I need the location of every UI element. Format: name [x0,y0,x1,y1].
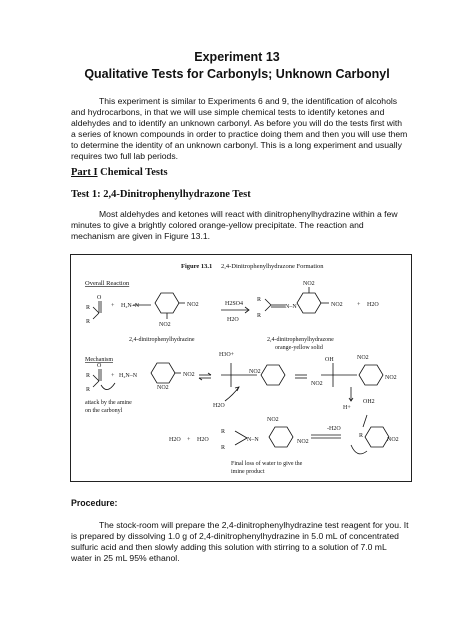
bottom-r1: R [221,429,226,435]
mech-oh2: OH2 [363,399,375,405]
intro-paragraph: This experiment is similar to Experiments 6 and 9, the identification of alcohols and hydrocarbons, in that we will use simple chemical tests to identify ketones and aldehydes and to identify an unknown carbonyl. As before you will do the tests first with a series of known compounds in order to practice doing them and then you will use them to determine the identity of an unknown carbonyl. This is a long experiment and usually requires two full lab periods. [71,96,408,162]
mech-r1: R [86,373,91,379]
figure-13-1 [70,254,412,482]
bottom-h2o: H2O [169,437,181,443]
bottom-no2-para: NO2 [297,439,309,445]
mech-no2-para: NO2 [183,372,195,378]
figure-caption-text: 2,4-Dinitrophenylhydrazone Formation [221,263,324,270]
product-h2o: H2O [367,302,379,308]
overall-label: Overall Reaction [85,280,130,287]
mech-h3o: H3O+ [219,352,235,358]
dnph-label: 2,4-dinitrophenylhydrazine [129,337,195,343]
procedure-heading: Procedure: [71,498,118,508]
final-note-2: imine product [231,469,265,475]
figure-caption-num: Figure 13.1 [181,263,213,270]
mech-int-no2-ortho: NO2 [249,369,261,375]
mech-no2-ortho: NO2 [157,385,169,391]
attack-note-1: attack by the amine [85,400,132,406]
bottom-r-right: R [359,433,364,439]
product-label-2: orange-yellow solid [275,345,323,351]
bottom-no2-right: NO2 [387,437,399,443]
product-label-1: 2,4-dinitrophenylhydrazone [267,337,334,343]
mech-o: O [97,363,102,369]
mech-oh: OH [325,357,334,363]
mech-int-no2-para: NO2 [311,381,323,387]
part-label: Part I [71,167,98,178]
bottom-nn: N–N [247,437,259,443]
product-r1: R [257,297,262,303]
reaction-diagram [71,255,413,483]
bottom-h2o-2: H2O [197,437,209,443]
product-no2-ortho: NO2 [303,281,315,287]
reagent-h2o: H2O [227,317,239,323]
bottom-loss-water: -H2O [327,426,341,432]
overall-no2-ortho: NO2 [159,322,171,328]
test1-paragraph: Most aldehydes and ketones will react with dinitrophenylhydrazine within a few minutes to give a brightly colored orange-yellow precipitate. The reaction and mechanism are given in Figure 13.1. [71,209,398,242]
product-plus: + [357,302,361,308]
experiment-number: Experiment 13 [194,50,280,64]
product-no2-para: NO2 [331,302,343,308]
bottom-plus-1: + [187,437,191,443]
product-r2: R [257,313,262,319]
procedure-paragraph: The stock-room will prepare the 2,4-dinitrophenylhydrazine test reagent for you. It is prepared by dissolving 1.0 g of 2,4-dinitrophenylhydrazine in 5.0 mL of concentrated sulfuric acid and then slowly adding this solution with stirring to a solution of 7.0 mL water in 25 mL 95% ethanol. [71,520,409,564]
mech-h2o: H2O [213,403,225,409]
mechanism-label: Mechanism [85,357,113,363]
test1-heading: Test 1: 2,4-Dinitrophenylhydrazone Test [71,189,251,200]
part-title: Chemical Tests [100,167,168,178]
final-note-1: Final loss of water to give the [231,461,303,467]
overall-r2: R [86,319,91,325]
page-title: Qualitative Tests for Carbonyls; Unknown Carbonyl [84,67,390,81]
overall-o: O [97,295,102,301]
bottom-no2-ortho: NO2 [267,417,279,423]
part-heading [71,167,168,178]
reagent-h2so4: H2SO4 [225,301,244,307]
product-nn: N–N [285,304,297,310]
attack-note-2: on the carbonyl [85,408,123,414]
mech-r2: R [86,387,91,393]
mech-h2n: H₂N–N [119,373,138,379]
overall-plus: + [111,303,115,309]
mech-no2-right-top: NO2 [357,355,369,361]
mech-plus: + [111,373,115,379]
mech-hplus: H+ [343,405,351,411]
mech-no2-right-para: NO2 [385,375,397,381]
overall-h2n: H₂N–N [121,303,140,309]
overall-r1: R [86,305,91,311]
bottom-r2: R [221,445,226,451]
overall-no2-para: NO2 [187,302,199,308]
